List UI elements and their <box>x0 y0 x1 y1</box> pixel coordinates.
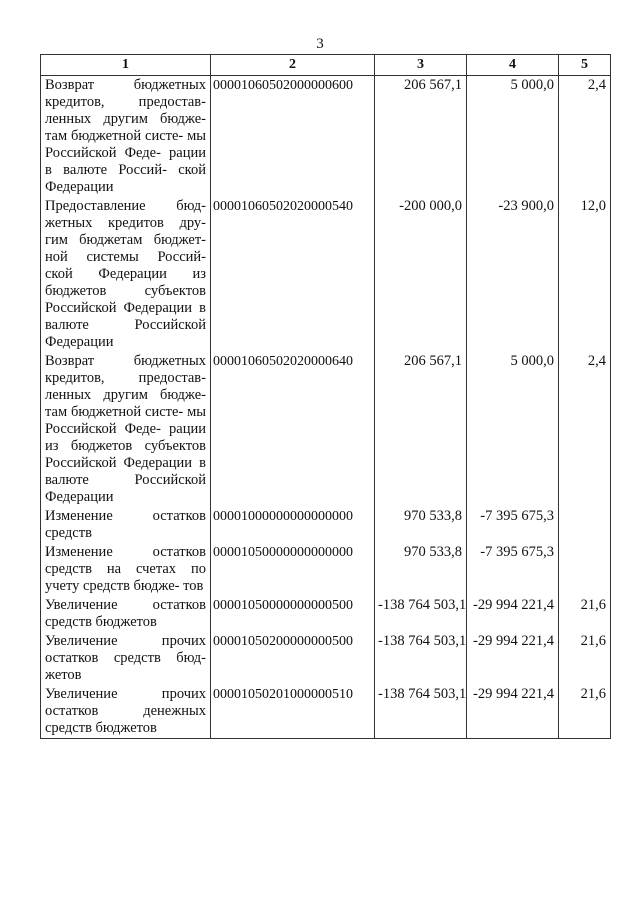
row-value-4: 5 000,0 <box>467 76 559 198</box>
row-value-3: 970 533,8 <box>375 507 467 543</box>
row-value-5: 2,4 <box>559 76 611 198</box>
table-row <box>41 352 611 507</box>
table-row <box>41 507 611 543</box>
row-code: 00001050000000000000 <box>211 543 375 596</box>
row-name: Увеличение прочих остатков денежных средств бюджетов <box>41 685 211 739</box>
row-value-5: 2,4 <box>559 352 611 507</box>
row-value-4: -29 994 221,4 <box>467 596 559 632</box>
row-value-3: -138 764 503,1 <box>375 632 467 685</box>
row-value-5: 21,6 <box>559 596 611 632</box>
row-name: Возврат бюджетных кредитов, предостав- ленных другим бюдже- там бюджетной систе- мы Российской Феде- рации из бюджетов субъектов Российской Федерации в валюте Российской Федерации <box>41 352 211 507</box>
row-value-3: 970 533,8 <box>375 543 467 596</box>
row-code: 00001060502000000600 <box>211 76 375 198</box>
column-header: 5 <box>559 55 611 76</box>
row-value-3: 206 567,1 <box>375 352 467 507</box>
table-row <box>41 197 611 352</box>
row-value-4: -7 395 675,3 <box>467 507 559 543</box>
row-name: Изменение остатков средств на счетах по учету средств бюдже- тов <box>41 543 211 596</box>
row-code: 00001060502020000540 <box>211 197 375 352</box>
row-name: Увеличение остатков средств бюджетов <box>41 596 211 632</box>
row-value-4: -29 994 221,4 <box>467 685 559 739</box>
row-code: 00001060502020000640 <box>211 352 375 507</box>
row-code: 00001000000000000000 <box>211 507 375 543</box>
row-value-5 <box>559 543 611 596</box>
column-header: 4 <box>467 55 559 76</box>
table-header-row <box>41 55 611 76</box>
row-name: Увеличение прочих остатков средств бюд- жетов <box>41 632 211 685</box>
row-value-4: -23 900,0 <box>467 197 559 352</box>
row-value-4: -7 395 675,3 <box>467 543 559 596</box>
budget-table <box>40 54 611 739</box>
row-value-3: -138 764 503,1 <box>375 596 467 632</box>
page-number: 3 <box>316 36 324 52</box>
row-code: 00001050201000000510 <box>211 685 375 739</box>
row-code: 00001050200000000500 <box>211 632 375 685</box>
column-header: 3 <box>375 55 467 76</box>
row-value-5: 21,6 <box>559 685 611 739</box>
column-header: 1 <box>41 55 211 76</box>
row-value-4: -29 994 221,4 <box>467 632 559 685</box>
row-value-3: 206 567,1 <box>375 76 467 198</box>
row-value-5: 21,6 <box>559 632 611 685</box>
row-name: Предоставление бюд- жетных кредитов дру- гим бюджетам бюджет- ной системы Россий- ской Федерации из бюджетов субъектов Российской Федерации в валюте Российской Федерации <box>41 197 211 352</box>
row-value-4: 5 000,0 <box>467 352 559 507</box>
row-value-3: -200 000,0 <box>375 197 467 352</box>
row-value-3: -138 764 503,1 <box>375 685 467 739</box>
table-row <box>41 632 611 685</box>
row-name: Изменение остатков средств <box>41 507 211 543</box>
column-header: 2 <box>211 55 375 76</box>
row-code: 00001050000000000500 <box>211 596 375 632</box>
table-row <box>41 543 611 596</box>
row-value-5: 12,0 <box>559 197 611 352</box>
row-value-5 <box>559 507 611 543</box>
table-row <box>41 685 611 739</box>
table-row <box>41 596 611 632</box>
table-row <box>41 76 611 198</box>
row-name: Возврат бюджетных кредитов, предостав- ленных другим бюдже- там бюджетной систе- мы Российской Феде- рации в валюте Россий- ской Федерации <box>41 76 211 198</box>
